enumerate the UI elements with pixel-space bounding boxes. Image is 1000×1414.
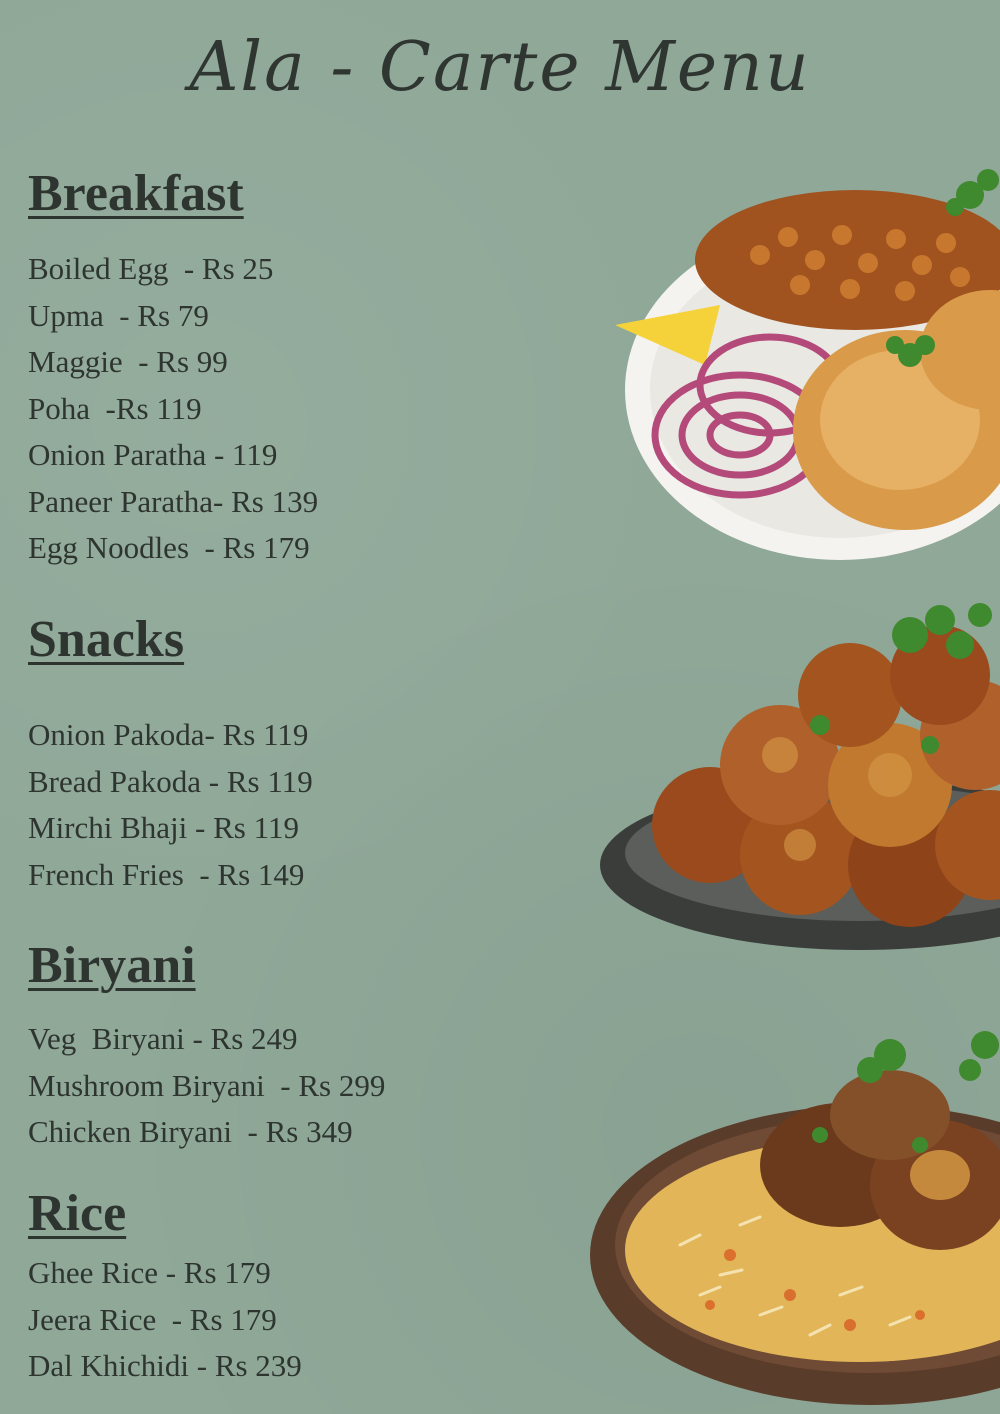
menu-item: Dal Khichidi - Rs 239 [28,1348,302,1383]
biryani-plate-image [590,1025,1000,1414]
section-heading-breakfast: Breakfast [28,165,244,222]
menu-item: Mirchi Bhaji - Rs 119 [28,810,299,845]
section-biryani [28,937,386,1156]
section-snacks [28,611,313,898]
menu-item: Chicken Biryani - Rs 349 [28,1114,353,1149]
menu-item: French Fries - Rs 149 [28,856,305,892]
biryani-item-list [28,1016,385,1156]
menu-item: Poha -Rs 119 [28,390,202,426]
section-heading-snacks: Snacks [28,611,185,668]
menu-item: Boiled Egg - Rs 25 [28,251,274,286]
rice-item-list [28,1250,302,1390]
breakfast-item-list [28,246,318,572]
menu-item: Onion Paratha - 119 [28,437,278,472]
menu-item: Upma - Rs 79 [28,297,209,333]
section-breakfast [28,165,319,572]
snacks-item-list [28,712,313,898]
menu-item: Egg Noodles - Rs 179 [28,530,310,565]
menu-item: Ghee Rice - Rs 179 [28,1255,271,1290]
section-heading-biryani: Biryani [28,937,196,994]
menu-item: Maggie - Rs 99 [28,344,228,379]
menu-item: Mushroom Biryani - Rs 299 [28,1067,386,1103]
menu-title: Ala - Carte Menu [189,28,811,107]
menu-item: Veg Biryani - Rs 249 [28,1021,298,1056]
pakoda-plate-image [600,595,1000,965]
menu-item: Paneer Paratha- Rs 139 [28,483,319,519]
menu-item: Jeera Rice - Rs 179 [28,1301,277,1337]
menu-item: Onion Pakoda- Rs 119 [28,717,309,752]
section-heading-rice: Rice [28,1185,127,1242]
menu-item: Bread Pakoda - Rs 119 [28,763,313,799]
section-rice [28,1185,302,1390]
chole-bhature-plate-image [610,165,1000,565]
